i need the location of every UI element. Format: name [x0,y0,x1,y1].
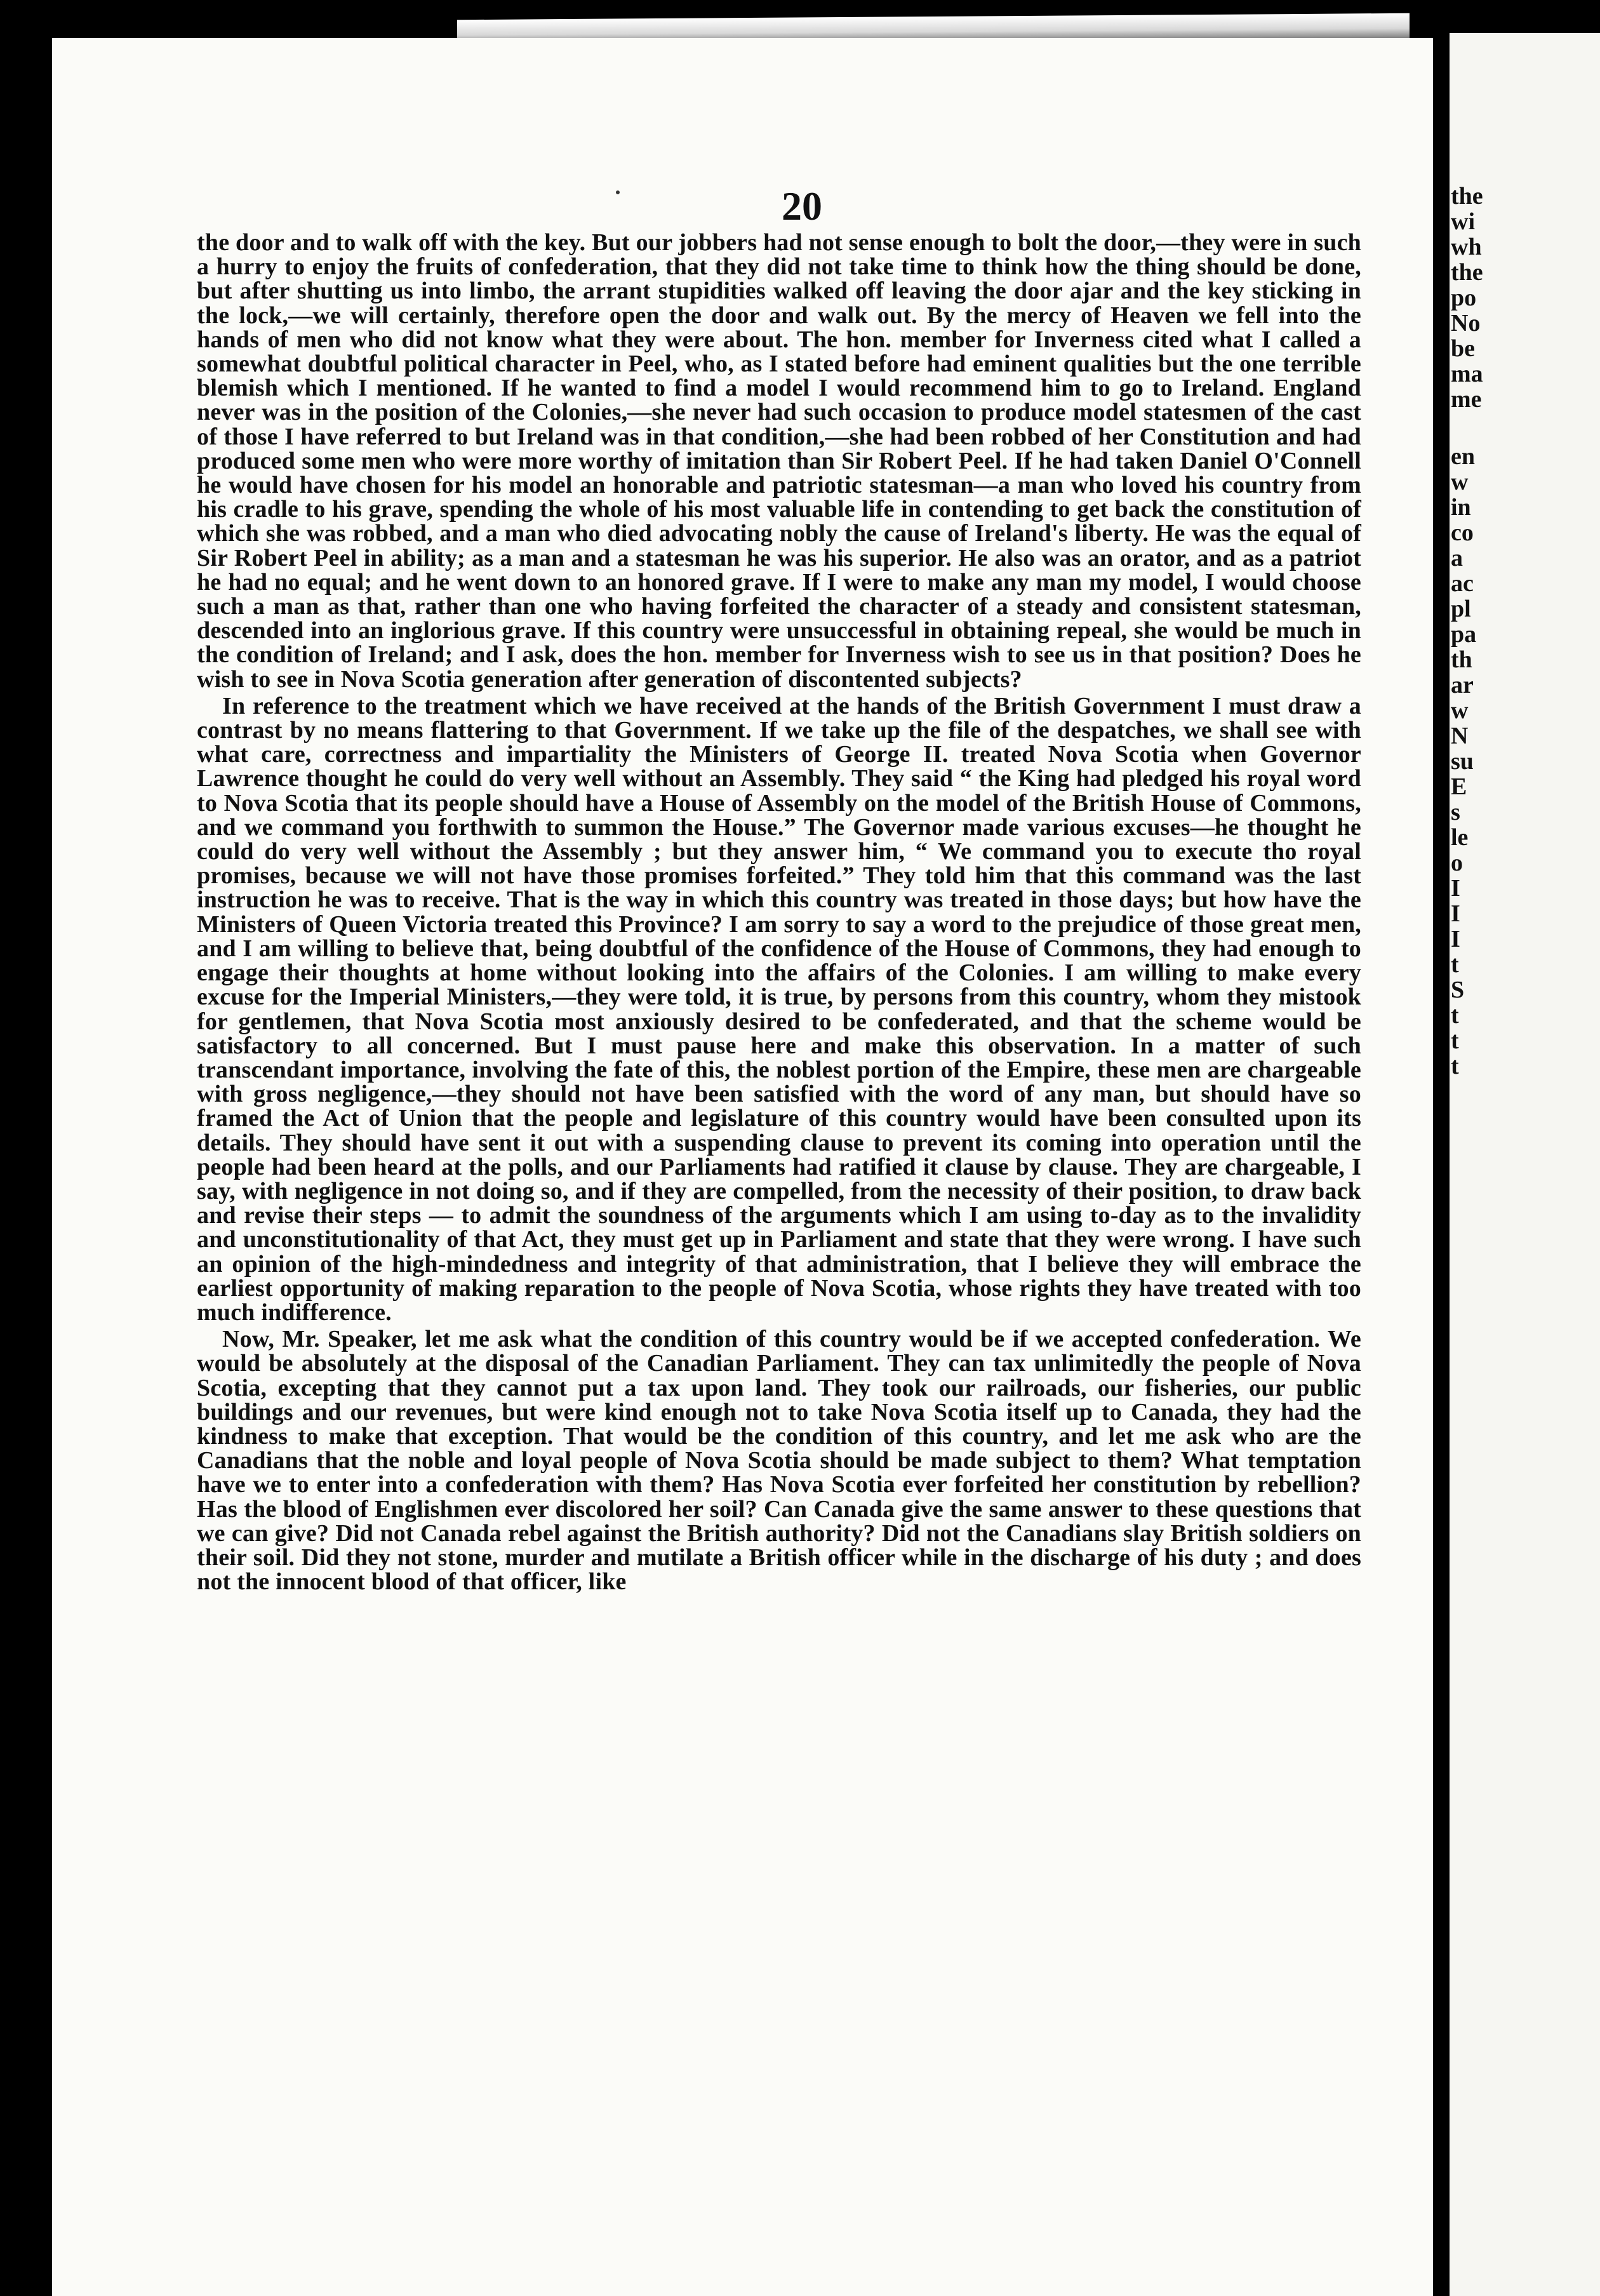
next-page-line: w [1451,469,1469,495]
next-page-line: t [1451,1027,1459,1054]
next-page-fragment [1450,33,1600,2296]
next-page-line: ac [1451,570,1474,597]
paragraph-3: Now, Mr. Speaker, let me ask what the condition of this country would be if we accepted confederation. We would be absolutely at the disposal of the Canadian Parliament. They can tax unlimitedly the people of Nova Scotia, excepting that they cannot put a tax upon land. They took our railroads, our fisheries, our public buildings and our revenues, but were kind enough not to take Nova Scotia itself up to Canada, they had the kindness to make that exception. That would be the condition of this country, and let me ask who are the Canadians that the noble and loyal people of Nova Scotia should be made subject to them? What temptation have we to enter into a confederation with them? Has Nova Scotia ever forfeited her constitution by rebellion? Has the blood of Englishmen ever discolored her soil? Can Canada give the same answer to these questions that we can give? Did not Canada rebel against the British authority? Did not the Canadians slay British soldiers on their soil. Did they not stone, murder and mutilate a British officer while in the discharge of his duty ; and does not the innocent blood of that officer, like [197,1326,1361,1596]
next-page-line: a [1451,545,1463,571]
page-number: 20 [782,184,822,229]
ink-mark [616,190,620,194]
next-page-line: co [1451,519,1474,546]
next-page-line: t [1451,1002,1459,1029]
next-page-line: in [1451,494,1471,521]
next-page-line: ma [1451,361,1483,387]
scanned-page [52,38,1433,2296]
next-page-line: the [1451,183,1483,210]
next-page-line: t [1451,1053,1459,1079]
next-page-line: the [1451,259,1483,286]
next-page-line: S [1451,977,1465,1003]
next-page-line: wi [1451,208,1475,235]
paragraph-2: In reference to the treatment which we have received at the hands of the British Government I must draw a contrast by no means flattering to that Government. If we take up the file of the despatches, we shall see with what care, correctness and impartiality the Ministers of George II. treated Nova Scotia when Governor Lawrence thought he could do very well without an Assembly. They said “ the King had pledged his royal word to Nova Scotia that its people should have a House of Assembly on the model of the British House of Commons, and we command you forthwith to summon the House.” The Governor made various excuses—he thought he could do very well without the Assembly ; but they answer him, “ We command you to execute tho royal promises, because we will not have those promises forfeited.” They told him that this command was the last instruction he was to receive. That is the way in which this country was treated in those days; but how have the Ministers of Queen Victoria treated this Province? I am sorry to say a word to the prejudice of those great men, and I am willing to believe that, being doubtful of the confidence of the House of Commons, they had enough to engage their thoughts at home without looking into the affairs of the Colonies. I am willing to make every excuse for the Imperial Ministers,—they were told, it is true, by persons from this country, whom they mistook for gentlemen, that Nova Scotia most anxiously desired to be confederated, and that the scheme would be satisfactory to all concerned. But I must pause here and make this observation. In a matter of such transcendant importance, involving the fate of this, the noblest portion of the Empire, these men are chargeable with gross negligence,—they should not have been satisfied with the word of any man, but should have so framed the Act of Union that the people and legislature of this country would have been consulted upon its details. They should have sent it out with a suspending clause to prevent its coming into operation until the people had been heard at the polls, and our Parliaments had ratified it clause by clause. They are chargeable, I say, with negligence in not doing so, and if they are compelled, from the necessity of their position, to draw back and revise their steps — to admit the soundness of the arguments which I am using to-day as to the invalidity and unconstitutionality of that Act, they must get up in Parliament and state that they were wrong. I have such an opinion of the high-mindedness and integrity of that administration, that I believe they will embrace the earliest opportunity of making reparation to the people of Nova Scotia, whose rights they have treated with too much indifference. [197,692,1361,1326]
next-page-line: pl [1451,596,1471,622]
next-page-line: I [1451,926,1460,952]
next-page-line: po [1451,284,1477,311]
next-page-line: t [1451,951,1459,978]
next-page-line: o [1451,850,1463,876]
next-page-line: No [1451,310,1481,337]
next-page-line: be [1451,335,1475,362]
next-page-line: th [1451,646,1472,673]
next-page-line: I [1451,900,1460,927]
next-page-line: I [1451,875,1460,902]
next-page-line: s [1451,799,1460,825]
body-text [197,230,1361,1594]
next-page-line: N [1451,723,1469,749]
next-page-line: su [1451,748,1474,775]
paragraph-1: the door and to walk off with the key. But our jobbers had not sense enough to bolt the door,—they were in such a hurry to enjoy the fruits of confederation, that they did not take time to think how the thing should be done, but after shutting us into limbo, the arrant stupidities walked off leaving the door ajar and the key sticking in the lock,—we will certainly, therefore open the door and walk out. By the mercy of Heaven we fell into the hands of men who did not know what they were about. The hon. member for Inverness cited what I called a somewhat doubtful political character in Peel, who, as I stated before had eminent qualities but the one terrible blemish which I mentioned. If he wanted to find a model I would recommend him to go to Ireland. England never was in the position of the Colonies,—she never had such occasion to produce model statesmen of the cast of those I have referred to but Ireland was in that condition,—she had been robbed of her Constitution and had produced some men who were more worthy of imitation than Sir Robert Peel. If he had taken Daniel O'Connell he would have chosen for his model an honorable and patriotic statesman—a man who loved his country from his cradle to his grave, spending the whole of his most valuable life in contending to get back the constitution of which she was robbed, and a man who died advocating nobly the cause of Ireland's liberty. He was the equal of Sir Robert Peel in ability; as a man and a statesman he was his superior. He also was an orator, and as a patriot he had no equal; and he went down to an honored grave. If I were to make any man my model, I would choose such a man as that, rather than one who having forfeited the character of a steady and consistent statesman, descended into an inglorious grave. If this country were unsuccessful in obtaining repeal, she would be much in the condition of Ireland; and I ask, does the hon. member for Inverness wish to see us in that position? Does he wish to see in Nova Scotia generation after generation of discontented subjects? [197,229,1361,693]
next-page-line: w [1451,697,1469,724]
next-page-line: wh [1451,234,1482,260]
next-page-line: pa [1451,621,1477,648]
next-page-line: en [1451,443,1475,470]
next-page-line: ar [1451,672,1474,698]
next-page-line: le [1451,824,1469,851]
next-page-line: me [1451,386,1482,413]
next-page-line: E [1451,773,1467,800]
